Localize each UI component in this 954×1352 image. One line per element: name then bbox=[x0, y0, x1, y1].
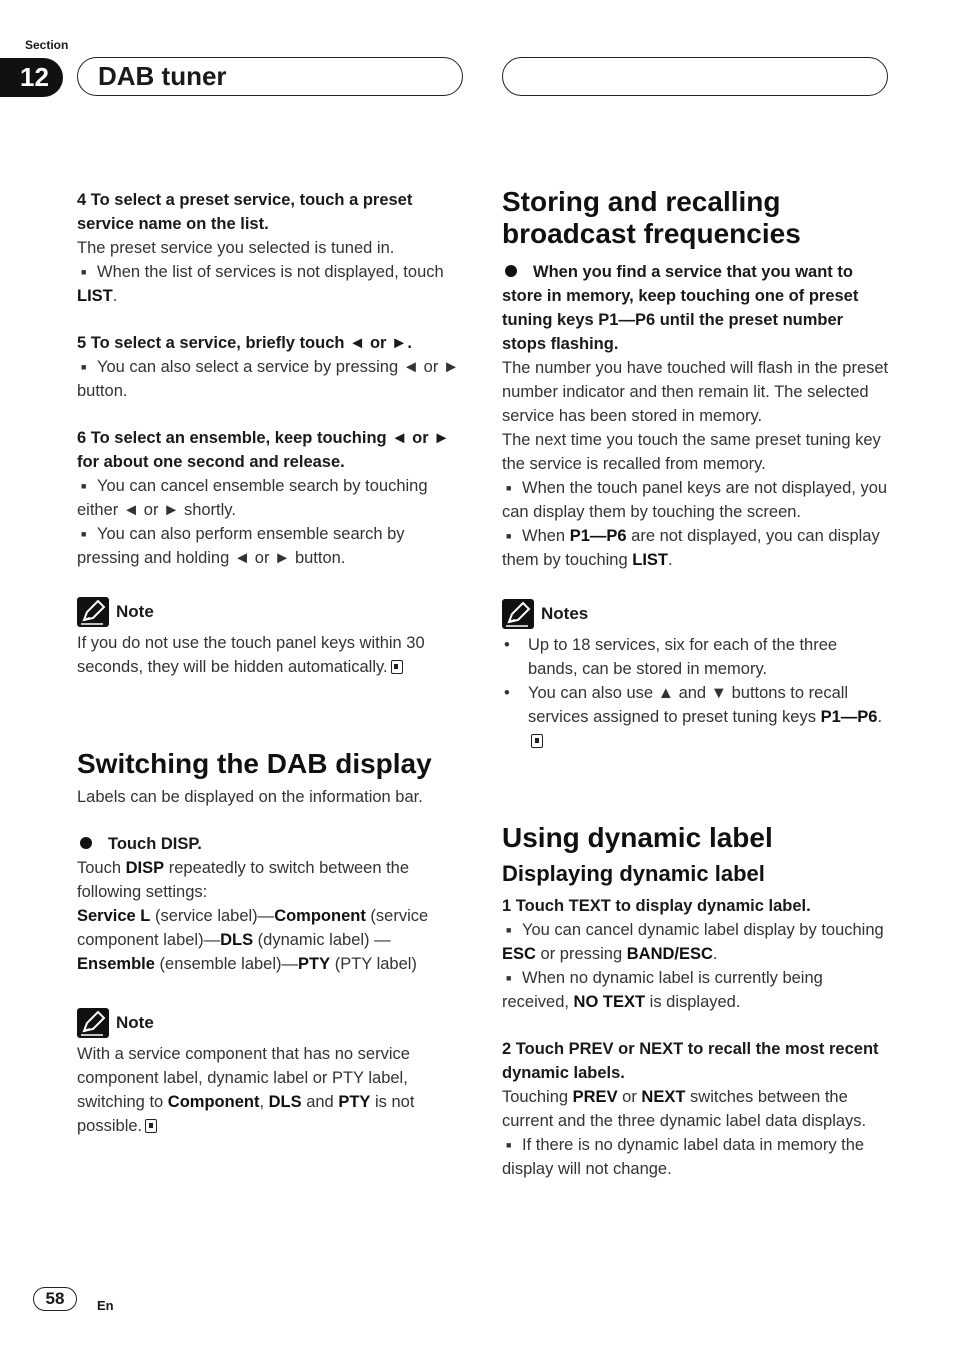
notes-label: Notes bbox=[541, 604, 589, 623]
notes-header bbox=[502, 598, 890, 630]
storing-body-2: The next time you touch the same preset tuning key the service is recalled from memory. bbox=[502, 431, 881, 473]
dynamic-bullet-1: ■ You can cancel dynamic label display by touching ESC or pressing BAND/ESC. bbox=[502, 918, 890, 966]
step-4-heading: 4 To select a preset service, touch a preset service name on the list. bbox=[77, 191, 413, 233]
dynamic-bullet-3: ■ If there is no dynamic label data in memory the display will not change. bbox=[502, 1133, 890, 1181]
notes-list bbox=[502, 633, 890, 753]
end-mark-icon bbox=[531, 734, 543, 748]
notes-item-1: • Up to 18 services, six for each of the three bands, can be stored in memory. bbox=[502, 633, 890, 681]
note-2-header bbox=[77, 1007, 465, 1039]
page-number: 58 bbox=[33, 1287, 77, 1311]
left-column bbox=[77, 188, 465, 1138]
step-4-bullet: ■ When the list of services is not displayed, touch LIST. bbox=[77, 260, 465, 308]
note-2-label: Note bbox=[116, 1013, 154, 1032]
switching-display-title: Switching the DAB display bbox=[77, 748, 432, 779]
step-5-heading: 5 To select a service, briefly touch ◄ or ►. bbox=[77, 334, 412, 352]
bullet-dot-icon bbox=[80, 837, 92, 849]
dynamic-label-title: Using dynamic label bbox=[502, 822, 773, 853]
step-6-heading: 6 To select an ensemble, keep touching ◄ or ► for about one second and release. bbox=[77, 429, 450, 471]
chapter-title: DAB tuner bbox=[77, 57, 463, 96]
note-2-text: With a service component that has no service component label, dynamic label or PTY label, switching to Component, DLS and PTY is not possible. bbox=[77, 1045, 415, 1135]
note-1-text: If you do not use the touch panel keys within 30 seconds, they will be hidden automatically. bbox=[77, 634, 425, 676]
dynamic-bullet-2: ■ When no dynamic label is currently being received, NO TEXT is displayed. bbox=[502, 966, 890, 1014]
language-code: En bbox=[97, 1298, 114, 1313]
switching-intro: Labels can be displayed on the information bar. bbox=[77, 788, 423, 806]
step-5-bullet: ■ You can also select a service by pressing ◄ or ► button. bbox=[77, 355, 465, 403]
pencil-note-icon bbox=[77, 597, 109, 627]
section-number-badge: 12 bbox=[0, 58, 63, 97]
notes-item-2: • You can also use ▲ and ▼ buttons to recall services assigned to preset tuning keys P1—P6. bbox=[502, 681, 890, 753]
section-label: Section bbox=[25, 38, 69, 52]
bullet-dot-icon bbox=[505, 265, 517, 277]
dynamic-step-1: 1 Touch TEXT to display dynamic label. bbox=[502, 897, 811, 915]
note-1-header bbox=[77, 596, 465, 628]
storing-step: When you find a service that you want to store in memory, keep touching one of preset tuning keys P1—P6 until the preset number stops flashing. bbox=[502, 263, 859, 353]
end-mark-icon bbox=[391, 660, 403, 674]
storing-bullet-1: ■ When the touch panel keys are not displayed, you can display them by touching the screen. bbox=[502, 476, 890, 524]
storing-title: Storing and recalling broadcast frequencies bbox=[502, 186, 801, 249]
header-empty-box bbox=[502, 57, 888, 96]
step-6-bullet-2: ■ You can also perform ensemble search by pressing and holding ◄ or ► button. bbox=[77, 522, 465, 570]
dynamic-label-subtitle: Displaying dynamic label bbox=[502, 861, 765, 886]
switching-sequence: Service L (service label)—Component (service component label)—DLS (dynamic label) —Ensemble (ensemble label)—PTY (PTY label) bbox=[77, 907, 429, 973]
right-column bbox=[502, 186, 890, 1181]
step-6-bullet-1: ■ You can cancel ensemble search by touching either ◄ or ► shortly. bbox=[77, 474, 465, 522]
step-4-body: The preset service you selected is tuned in. bbox=[77, 239, 395, 257]
end-mark-icon bbox=[145, 1119, 157, 1133]
switching-step: Touch DISP. bbox=[77, 832, 465, 856]
switching-body: Touch DISP repeatedly to switch between the following settings: bbox=[77, 859, 410, 901]
dynamic-step-2: 2 Touch PREV or NEXT to recall the most recent dynamic labels. bbox=[502, 1040, 879, 1082]
pencil-note-icon bbox=[502, 599, 534, 629]
storing-body-1: The number you have touched will flash in the preset number indicator and then remain lit. The selected service has been stored in memory. bbox=[502, 359, 889, 425]
note-1-label: Note bbox=[116, 602, 154, 621]
pencil-note-icon bbox=[77, 1008, 109, 1038]
storing-bullet-2: ■ When P1—P6 are not displayed, you can display them by touching LIST. bbox=[502, 524, 890, 572]
dynamic-body: Touching PREV or NEXT switches between the current and the three dynamic label data displays. bbox=[502, 1088, 867, 1130]
